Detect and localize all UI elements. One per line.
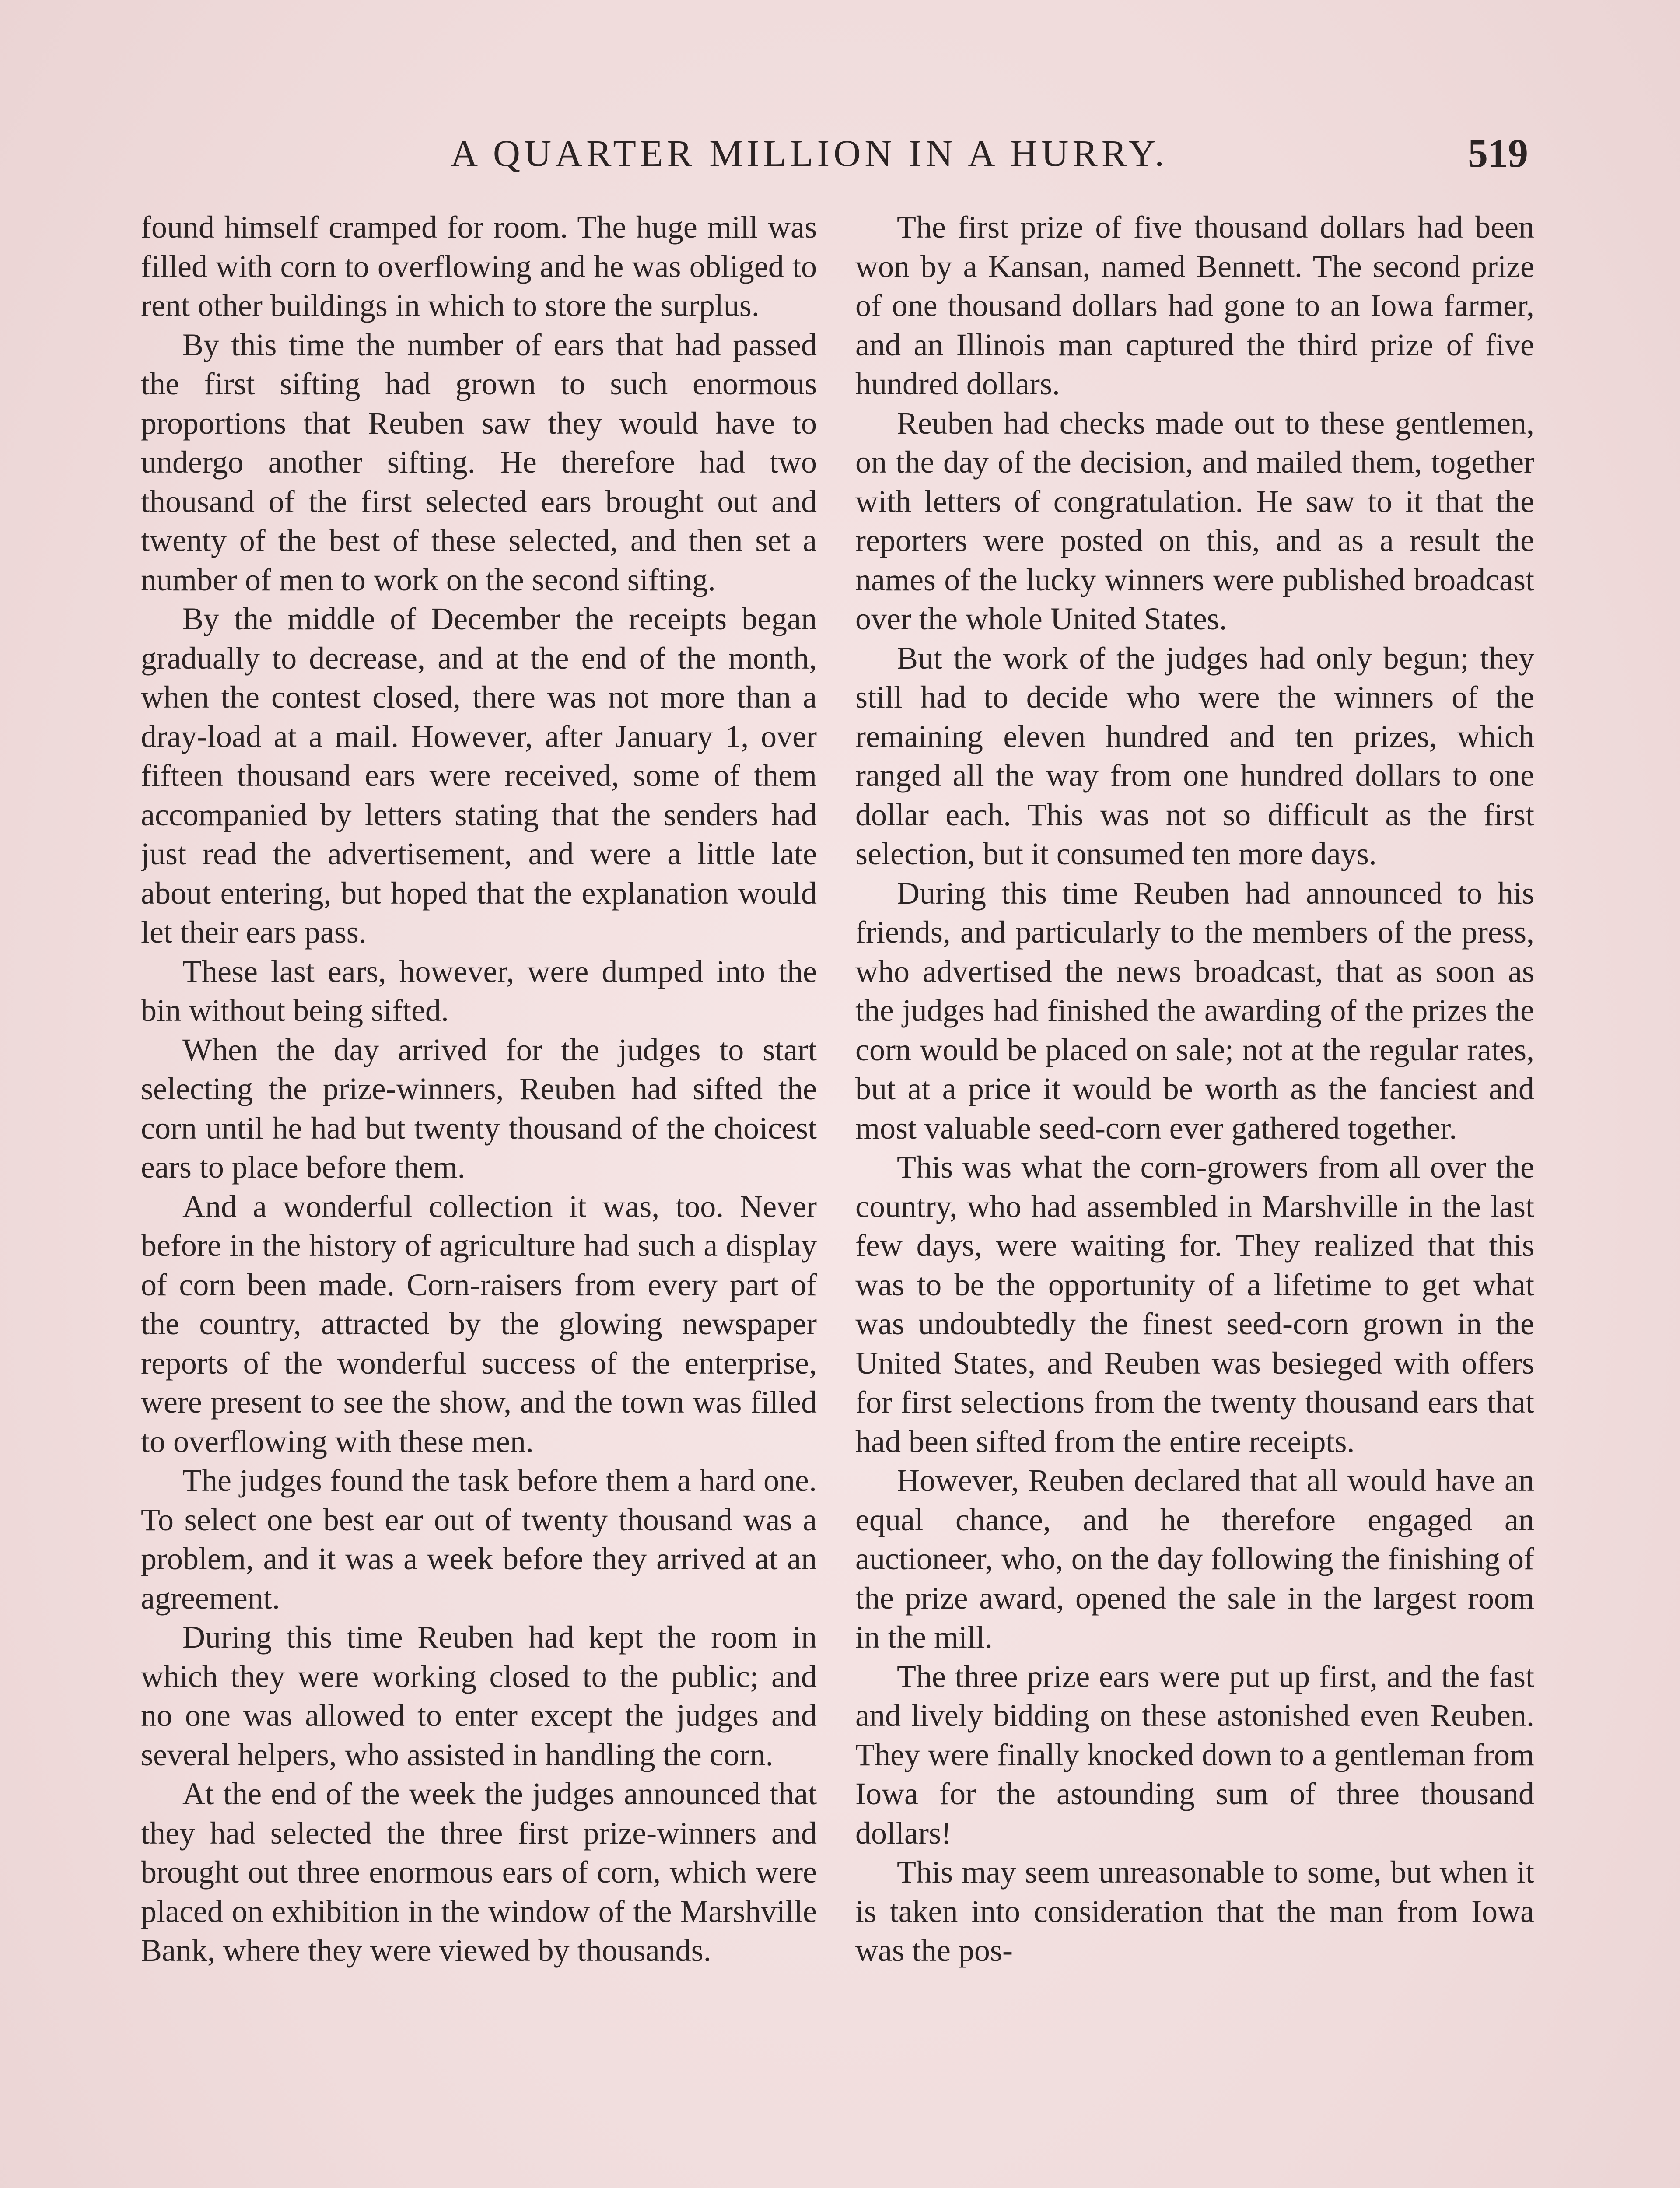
- paragraph: The judges found the task before them a hard one. To select one best ear out of twenty thousand was a problem, and it was a week before they arrived at an agreement.: [141, 1463, 817, 1616]
- paragraph: The three prize ears were put up first, and the fast and lively bidding on these astonished even Reuben. They were finally knocked down to a gentleman from Iowa for the astounding sum of three thousand dollars!: [855, 1659, 1534, 1851]
- paragraph: At the end of the week the judges announced that they had selected the three first prize-winners and brought out three enormous ears of corn, which were placed on exhibition in the window of the Marshville Bank, where they were viewed by thousands.: [141, 1776, 817, 1968]
- page-header: [0, 129, 1680, 177]
- running-title: A QUARTER MILLION IN A HURRY.: [451, 132, 1168, 174]
- paragraph: During this time Reuben had announced to his friends, and particularly to the members of the press, who advertised the news broadcast, that as soon as the judges had finished the awarding of the prizes the corn would be placed on sale; not at the regular rates, but at a price it would be worth as the fanciest and most valuable seed-corn ever gathered together.: [855, 875, 1534, 1146]
- paragraph: Reuben had checks made out to these gentlemen, on the day of the decision, and mailed them, together with letters of congratulation. He saw to it that the reporters were posted on this, and as a result the names of the lucky winners were published broadcast over the whole United States.: [855, 405, 1534, 636]
- paragraph: These last ears, however, were dumped into the bin without being sifted.: [141, 954, 817, 1028]
- paragraph: But the work of the judges had only begun; they still had to decide who were the winners of the remaining eleven hundred and ten prizes, which ranged all the way from one hundred dollars to one dollar each. This was not so difficult as the first selection, but it consumed ten more days.: [855, 640, 1534, 871]
- paragraph: This may seem unreasonable to some, but when it is taken into consideration that the man from Iowa was the pos-: [855, 1855, 1534, 1968]
- paragraph: The first prize of five thousand dollars had been won by a Kansan, named Bennett. The second prize of one thousand dollars had gone to an Iowa farmer, and an Illinois man captured the third prize of five hundred dollars.: [855, 210, 1534, 401]
- right-text-column: [855, 208, 1534, 2188]
- paragraph: By this time the number of ears that had passed the first sifting had grown to such enormous proportions that Reuben saw they would have to undergo another sifting. He therefore had two thousand of the first selected ears brought out and twenty of the best of these selected, and then set a number of men to work on the second sifting.: [141, 327, 817, 597]
- left-text-column: [141, 208, 817, 2188]
- paragraph: By the middle of December the receipts began gradually to decrease, and at the end of the month, when the contest closed, there was not more than a dray-load at a mail. However, after January 1, over fifteen thousand ears were received, some of them accompanied by letters stating that the senders had just read the advertisement, and were a little late about entering, but hoped that the explanation would let their ears pass.: [141, 601, 817, 950]
- paragraph: When the day arrived for the judges to start selecting the prize-winners, Reuben had sifted the corn until he had but twenty thousand of the choicest ears to place before them.: [141, 1032, 817, 1185]
- paragraph: found himself cramped for room. The huge mill was filled with corn to overflowing and he was obliged to rent other buildings in which to store the surplus.: [141, 210, 817, 323]
- page-number: 519: [1468, 131, 1528, 175]
- paragraph: However, Reuben declared that all would have an equal chance, and he therefore engaged an auctioneer, who, on the day following the finishing of the prize award, opened the sale in the largest room in the mill.: [855, 1463, 1534, 1655]
- paragraph: This was what the corn-growers from all over the country, who had assembled in Marshville in the last few days, were waiting for. They realized that this was to be the opportunity of a lifetime to get what was undoubtedly the finest seed-corn grown in the United States, and Reuben was besieged with offers for first selections from the twenty thousand ears that had been sifted from the entire receipts.: [855, 1150, 1534, 1459]
- paragraph: During this time Reuben had kept the room in which they were working closed to the public; and no one was allowed to enter except the judges and several helpers, who assisted in handling the corn.: [141, 1620, 817, 1772]
- paragraph: And a wonderful collection it was, too. Never before in the history of agriculture had such a display of corn been made. Corn-raisers from every part of the country, attracted by the glowing newspaper reports of the wonderful success of the enterprise, were present to see the show, and the town was filled to overflowing with these men.: [141, 1189, 817, 1459]
